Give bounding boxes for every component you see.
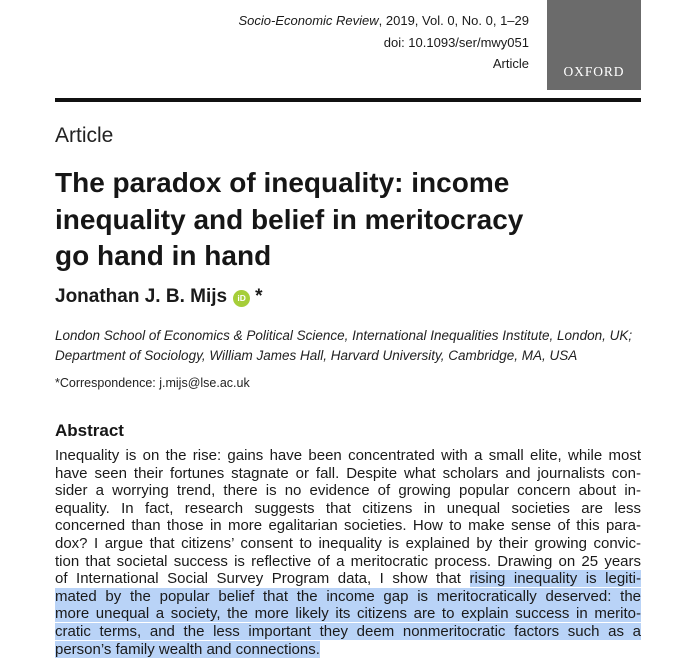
abstract-line (55, 500, 641, 518)
abstract-body (55, 447, 641, 658)
abstract-text: equality. In fact, research suggests that citizens in unequal societies are less (55, 499, 641, 517)
selected-text[interactable]: more unequal a society, the more likely its citizens are to explain success in merito- (55, 605, 641, 623)
publisher-logo[interactable] (547, 0, 641, 90)
journal-section: Article (492, 56, 529, 71)
abstract-text: have seen their fortunes stagnate or fall. Despite what scholars and journalists con- (55, 464, 641, 482)
selected-text[interactable]: person’s family wealth and connections. (55, 640, 320, 658)
correspondence: *Correspondence: j.mijs@lse.ac.uk (55, 376, 250, 390)
journal-name: Socio-Economic Review (238, 13, 379, 28)
abstract-text: sider a worrying trend, there is no evidence of growing popular concern about in- (55, 482, 641, 500)
abstract-text: dox? I argue that citizens’ consent to inequality is explained by their growing convic- (55, 534, 641, 552)
abstract-line (55, 447, 641, 465)
article-title: The paradox of inequality: income inequality and belief in meritocracy go hand in hand (55, 167, 524, 271)
abstract-text: tion that societal success is reflective of a meritocratic process. Drawing on 25 years (55, 552, 641, 570)
publisher-logo-text: OXFORD (563, 64, 625, 79)
abstract-text: Inequality is on the rise: gains have been concentrated with a small elite, while most (55, 447, 641, 464)
doi[interactable]: doi: 10.1093/ser/mwy051 (383, 34, 529, 50)
author-name[interactable]: Jonathan J. B. Mijs (55, 286, 228, 307)
affiliation-line: Department of Sociology, William James Hall, Harvard University, Cambridge, MA, USA (55, 348, 578, 363)
journal-citation (199, 10, 529, 32)
abstract-line (55, 517, 641, 535)
affiliation (55, 326, 655, 366)
article-type: Article (55, 124, 114, 147)
abstract-line (55, 535, 641, 553)
correspondence-marker: * (255, 286, 263, 307)
abstract-line (55, 482, 641, 500)
abstract-line (55, 553, 641, 571)
orcid-icon[interactable]: iD (233, 290, 250, 307)
selected-text[interactable]: rising inequality is legiti- (469, 570, 641, 588)
abstract-line (55, 605, 641, 623)
abstract-heading: Abstract (55, 421, 124, 440)
header-rule (55, 98, 641, 102)
abstract-line (55, 465, 641, 483)
journal-info (199, 10, 529, 75)
affiliation-line: London School of Economics & Political Science, International Inequalities Institute, London, UK; (55, 328, 633, 343)
author-line (55, 286, 263, 308)
abstract-line (55, 623, 641, 641)
abstract-line (55, 570, 641, 588)
abstract-line (55, 641, 641, 659)
abstract-line (55, 588, 641, 606)
journal-volume: , 2019, Vol. 0, No. 0, 1–29 (378, 13, 529, 28)
abstract-text: of International Social Survey Program data, I show that (55, 570, 470, 588)
abstract-text: concerned than those in more egalitarian societies. How to make sense of this para- (55, 517, 641, 535)
selected-text[interactable]: mated by the popular belief that the income gap is meritocratically deserved: the (55, 587, 641, 605)
selected-text[interactable]: cratic terms, and the less important they deem nonmeritocratic factors such as a (55, 622, 641, 640)
